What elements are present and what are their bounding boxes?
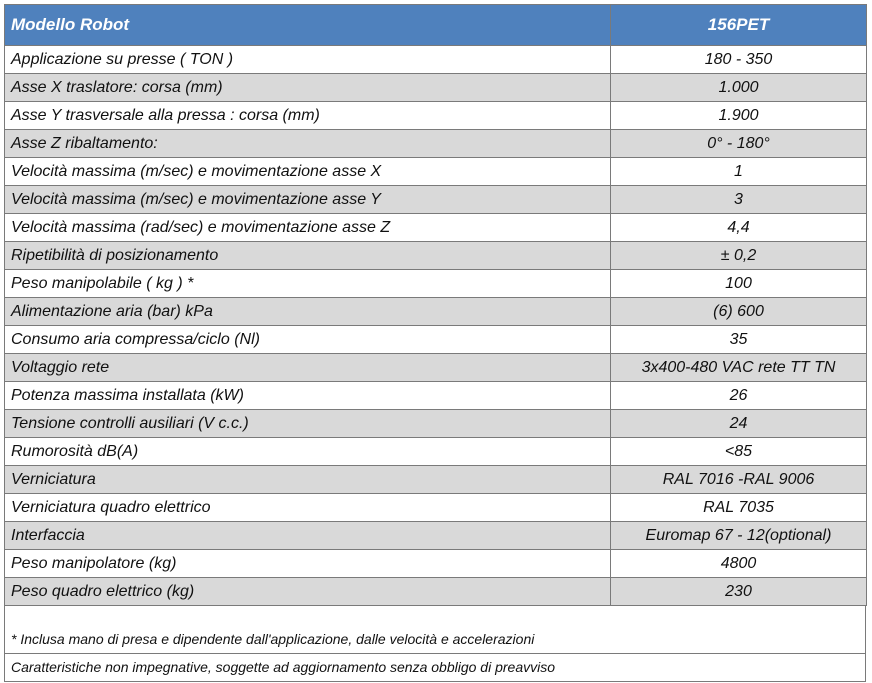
table-row	[5, 242, 867, 270]
table-row	[5, 522, 867, 550]
row-label: Potenza massima installata (kW)	[5, 382, 611, 410]
notes-box	[4, 606, 866, 682]
row-label: Asse X traslatore: corsa (mm)	[5, 74, 611, 102]
table-header-row	[5, 5, 867, 46]
disclaimer: Caratteristiche non impegnative, soggette ad aggiornamento senza obbligo di preavviso	[5, 653, 865, 681]
footnote: * Inclusa mano di presa e dipendente dall'applicazione, dalle velocità e accelerazioni	[11, 631, 535, 647]
row-value: 3	[611, 186, 867, 214]
row-label: Rumorosità dB(A)	[5, 438, 611, 466]
row-value: 4,4	[611, 214, 867, 242]
row-value: 0° - 180°	[611, 130, 867, 158]
table-row	[5, 214, 867, 242]
row-value: (6) 600	[611, 298, 867, 326]
table-row	[5, 102, 867, 130]
table-row	[5, 382, 867, 410]
row-label: Applicazione su presse ( TON )	[5, 46, 611, 74]
table-row	[5, 130, 867, 158]
row-value: RAL 7035	[611, 494, 867, 522]
row-label: Velocità massima (rad/sec) e movimentazione asse Z	[5, 214, 611, 242]
table-row	[5, 466, 867, 494]
table-row	[5, 354, 867, 382]
table-row	[5, 578, 867, 606]
row-label: Voltaggio rete	[5, 354, 611, 382]
table-row	[5, 550, 867, 578]
row-value: ± 0,2	[611, 242, 867, 270]
row-label: Peso quadro elettrico (kg)	[5, 578, 611, 606]
row-label: Peso manipolabile ( kg ) *	[5, 270, 611, 298]
header-label: Modello Robot	[5, 5, 611, 46]
row-value: 100	[611, 270, 867, 298]
table-row	[5, 410, 867, 438]
row-value: <85	[611, 438, 867, 466]
spec-table	[4, 4, 867, 606]
row-label: Alimentazione aria (bar) kPa	[5, 298, 611, 326]
row-label: Asse Y trasversale alla pressa : corsa (mm)	[5, 102, 611, 130]
row-value: 24	[611, 410, 867, 438]
row-label: Velocità massima (m/sec) e movimentazione asse Y	[5, 186, 611, 214]
row-value: 26	[611, 382, 867, 410]
row-value: 1.000	[611, 74, 867, 102]
row-label: Asse Z ribaltamento:	[5, 130, 611, 158]
row-value: 35	[611, 326, 867, 354]
row-label: Tensione controlli ausiliari (V c.c.)	[5, 410, 611, 438]
row-label: Consumo aria compressa/ciclo (Nl)	[5, 326, 611, 354]
table-row	[5, 186, 867, 214]
spec-sheet	[4, 4, 866, 682]
table-row	[5, 326, 867, 354]
row-value: 180 - 350	[611, 46, 867, 74]
table-row	[5, 494, 867, 522]
row-value: Euromap 67 - 12(optional)	[611, 522, 867, 550]
row-label: Verniciatura	[5, 466, 611, 494]
row-value: 4800	[611, 550, 867, 578]
row-label: Interfaccia	[5, 522, 611, 550]
row-label: Verniciatura quadro elettrico	[5, 494, 611, 522]
row-value: RAL 7016 -RAL 9006	[611, 466, 867, 494]
row-label: Peso manipolatore (kg)	[5, 550, 611, 578]
header-model: 156PET	[611, 5, 867, 46]
spec-rows	[5, 46, 867, 606]
row-value: 3x400-480 VAC rete TT TN	[611, 354, 867, 382]
row-label: Velocità massima (m/sec) e movimentazione asse X	[5, 158, 611, 186]
table-row	[5, 74, 867, 102]
table-row	[5, 158, 867, 186]
table-row	[5, 270, 867, 298]
table-row	[5, 46, 867, 74]
table-row	[5, 298, 867, 326]
table-row	[5, 438, 867, 466]
row-value: 1	[611, 158, 867, 186]
row-value: 230	[611, 578, 867, 606]
row-label: Ripetibilità di posizionamento	[5, 242, 611, 270]
row-value: 1.900	[611, 102, 867, 130]
